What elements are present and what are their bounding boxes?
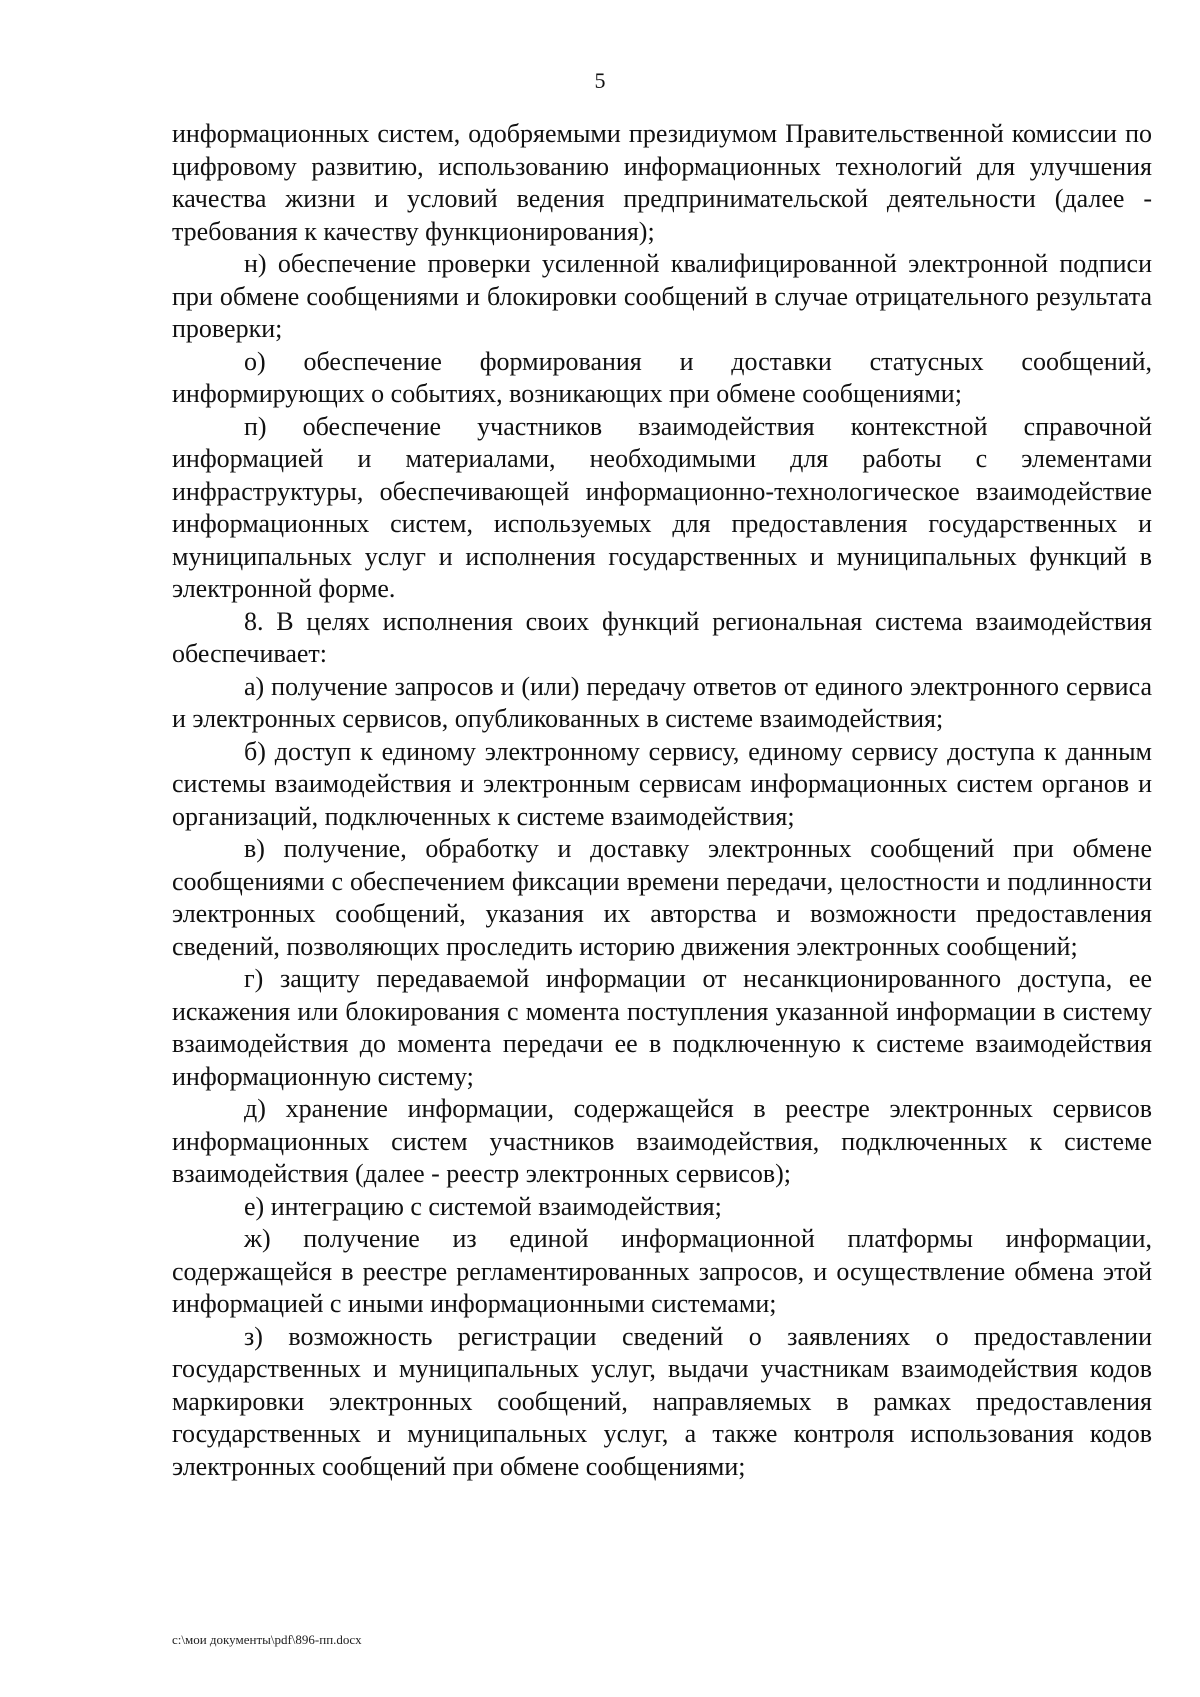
paragraph: а) получение запросов и (или) передачу ответов от единого электронного сервиса и электронных сервисов, опубликованных в системе взаимодействия; <box>172 671 1152 733</box>
paragraph: п) обеспечение участников взаимодействия контекстной справочной информацией и материалами, необходимыми для работы с элементами инфраструктуры, обеспечивающей информационно-технологическое взаимодействие информационных систем, используемых для предоставления государственных и муниципальных услуг и исполнения государственных и муниципальных функций в электронной форме. <box>172 411 1152 603</box>
paragraph: 8. В целях исполнения своих функций региональная система взаимодействия обеспечивает: <box>172 606 1152 668</box>
document-body <box>172 118 1152 1483</box>
paragraph: ж) получение из единой информационной платформы информации, содержащейся в реестре регламентированных запросов, и осуществление обмена этой информацией с иными информационными системами; <box>172 1224 1152 1318</box>
paragraph: о) обеспечение формирования и доставки статусных сообщений, информирующих о событиях, возникающих при обмене сообщениями; <box>172 346 1152 408</box>
paragraph: б) доступ к единому электронному сервису, единому сервису доступа к данным системы взаимодействия и электронным сервисам информационных систем органов и организаций, подключенных к системе взаимодействия; <box>172 736 1152 831</box>
paragraph: в) получение, обработку и доставку электронных сообщений при обмене сообщениями с обеспечением фиксации времени передачи, целостности и подлинности электронных сообщений, указания их авторства и возможности предоставления сведений, позволяющих проследить историю движения электронных сообщений; <box>172 834 1152 961</box>
paragraph: е) интеграцию с системой взаимодействия; <box>244 1191 722 1221</box>
footer-file-path: c:\мои документы\pdf\896-пп.docx <box>172 1632 362 1647</box>
paragraph: з) возможность регистрации сведений о заявлениях о предоставлении государственных и муниципальных услуг, выдачи участникам взаимодействия кодов маркировки электронных сообщений, направляемых в рамках предоставления государственных и муниципальных услуг, а также контроля использования кодов электронных сообщений при обмене сообщениями; <box>172 1321 1152 1481</box>
paragraph: н) обеспечение проверки усиленной квалифицированной электронной подписи при обмене сообщениями и блокировки сообщений в случае отрицательного результата проверки; <box>172 249 1152 343</box>
paragraph: г) защиту передаваемой информации от несанкционированного доступа, ее искажения или блокирования с момента поступления указанной информации в систему взаимодействия до момента передачи ее в подключенную к системе взаимодействия информационную систему; <box>172 964 1152 1091</box>
paragraph: д) хранение информации, содержащейся в реестре электронных сервисов информационных систем участников взаимодействия, подключенных к системе взаимодействия (далее - реестр электронных сервисов); <box>172 1094 1152 1188</box>
page-number: 5 <box>594 68 606 93</box>
paragraph: информационных систем, одобряемыми президиумом Правительственной комиссии по цифровому развитию, использованию информационных технологий для улучшения качества жизни и условий ведения предпринимательской деятельности (далее - требования к качеству функционирования); <box>172 119 1152 246</box>
